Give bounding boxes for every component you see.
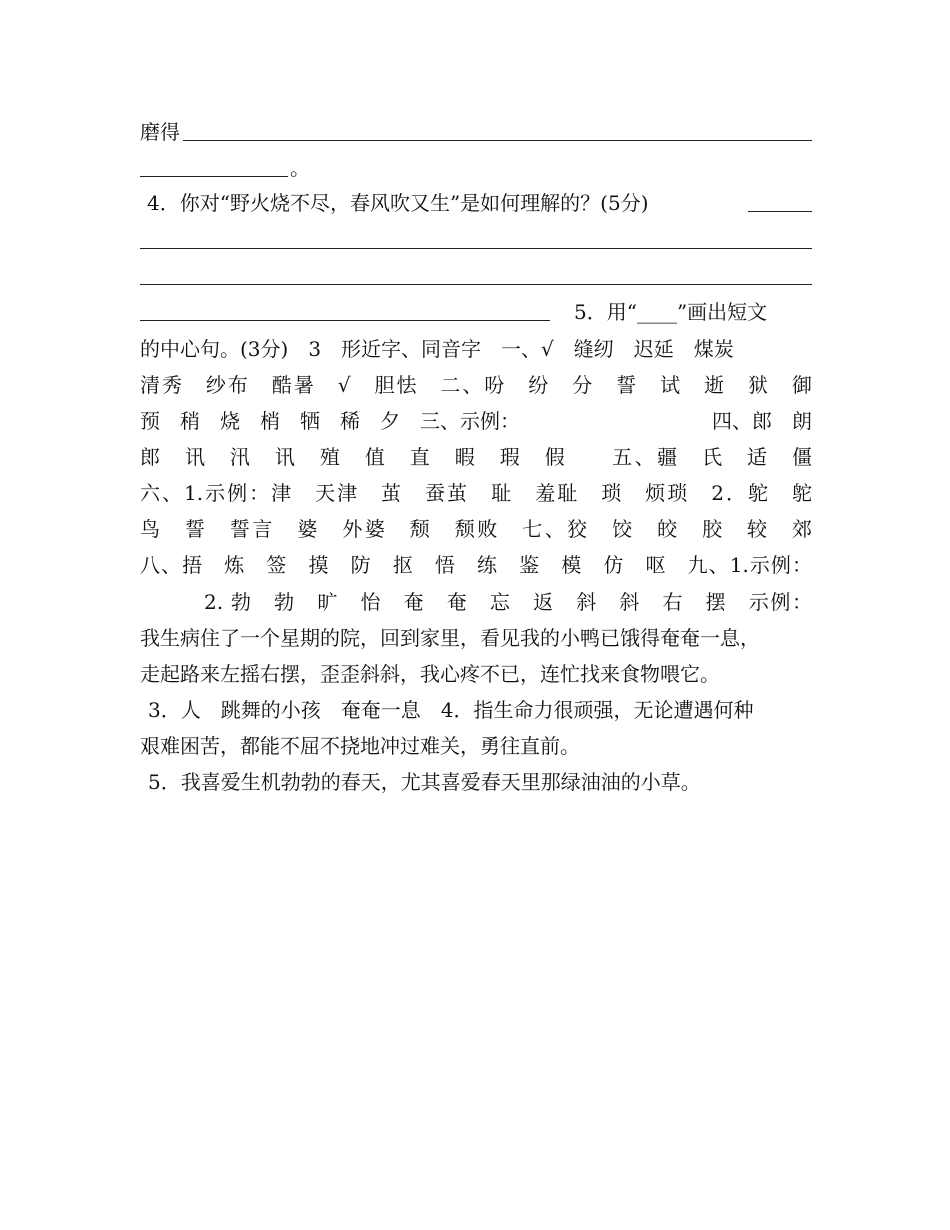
answer-blank-1: [183, 140, 812, 141]
answer-key-line-3b: 四、郎 朗: [712, 409, 812, 433]
question-5: 5．用“____”画出短文: [574, 300, 768, 324]
answer-key-line-1: 的中心句。(3分) 3 形近字、同音字 一、√ 缝纫 迟延 煤炭: [140, 337, 734, 361]
period-mark: 。: [290, 156, 310, 180]
answer-blank-2: [140, 176, 288, 177]
answer-blank-q4-line-2: [140, 284, 812, 285]
answer-key-line-8: 2. 勃 勃 旷 怡 奄 奄 忘 返 斜 斜 右 摆 示例：: [204, 590, 812, 614]
answer-blank-q4-start: [748, 211, 812, 212]
answer-key-line-9: 我生病住了一个星期的院，回到家里，看见我的小鸭已饿得奄奄一息，: [140, 626, 760, 650]
answer-key-line-5: 六、1.示例：津 天津 茧 蚕茧 耻 羞耻 琐 烦琐 2．鸵 鸵: [140, 481, 812, 505]
answer-key-line-2: 清秀 纱布 酷暑 √ 胆怯 二、吩 纷 分 誓 试 逝 狱 御: [140, 373, 812, 397]
answer-key-line-6: 鸟 誓 誓言 婆 外婆 颓 颓败 七、狡 饺 皎 胶 较 郊: [140, 517, 812, 541]
answer-key-line-10: 走起路来左摇右摆，歪歪斜斜，我心疼不已，连忙找来食物喂它。: [140, 662, 720, 686]
answer-key-line-7: 八、捂 炼 签 摸 防 抠 悟 练 鉴 模 仿 呕 九、1.示例：: [140, 553, 812, 577]
answer-key-line-12: 艰难困苦，都能不屈不挠地冲过难关，勇往直前。: [140, 734, 580, 758]
question-4: 4．你对“野火烧不尽，春风吹又生”是如何理解的？(5分): [147, 191, 649, 215]
text-mode: 磨得: [140, 120, 180, 144]
answer-blank-q4-line-1: [140, 248, 812, 249]
answer-key-line-3a: 预 稍 烧 梢 牺 稀 夕 三、示例：: [140, 409, 520, 433]
answer-key-line-4: 郎 讯 汛 讯 殖 值 直 暇 瑕 假 五、疆 氏 适 僵: [140, 445, 812, 469]
answer-key-line-13: 5．我喜爱生机勃勃的春天，尤其喜爱春天里那绿油油的小草。: [148, 770, 701, 794]
answer-line-1: [140, 118, 812, 146]
answer-key-line-11: 3．人 跳舞的小孩 奄奄一息 4．指生命力很顽强，无论遭遇何种: [148, 698, 754, 722]
answer-blank-q4-line-3: [140, 320, 550, 321]
